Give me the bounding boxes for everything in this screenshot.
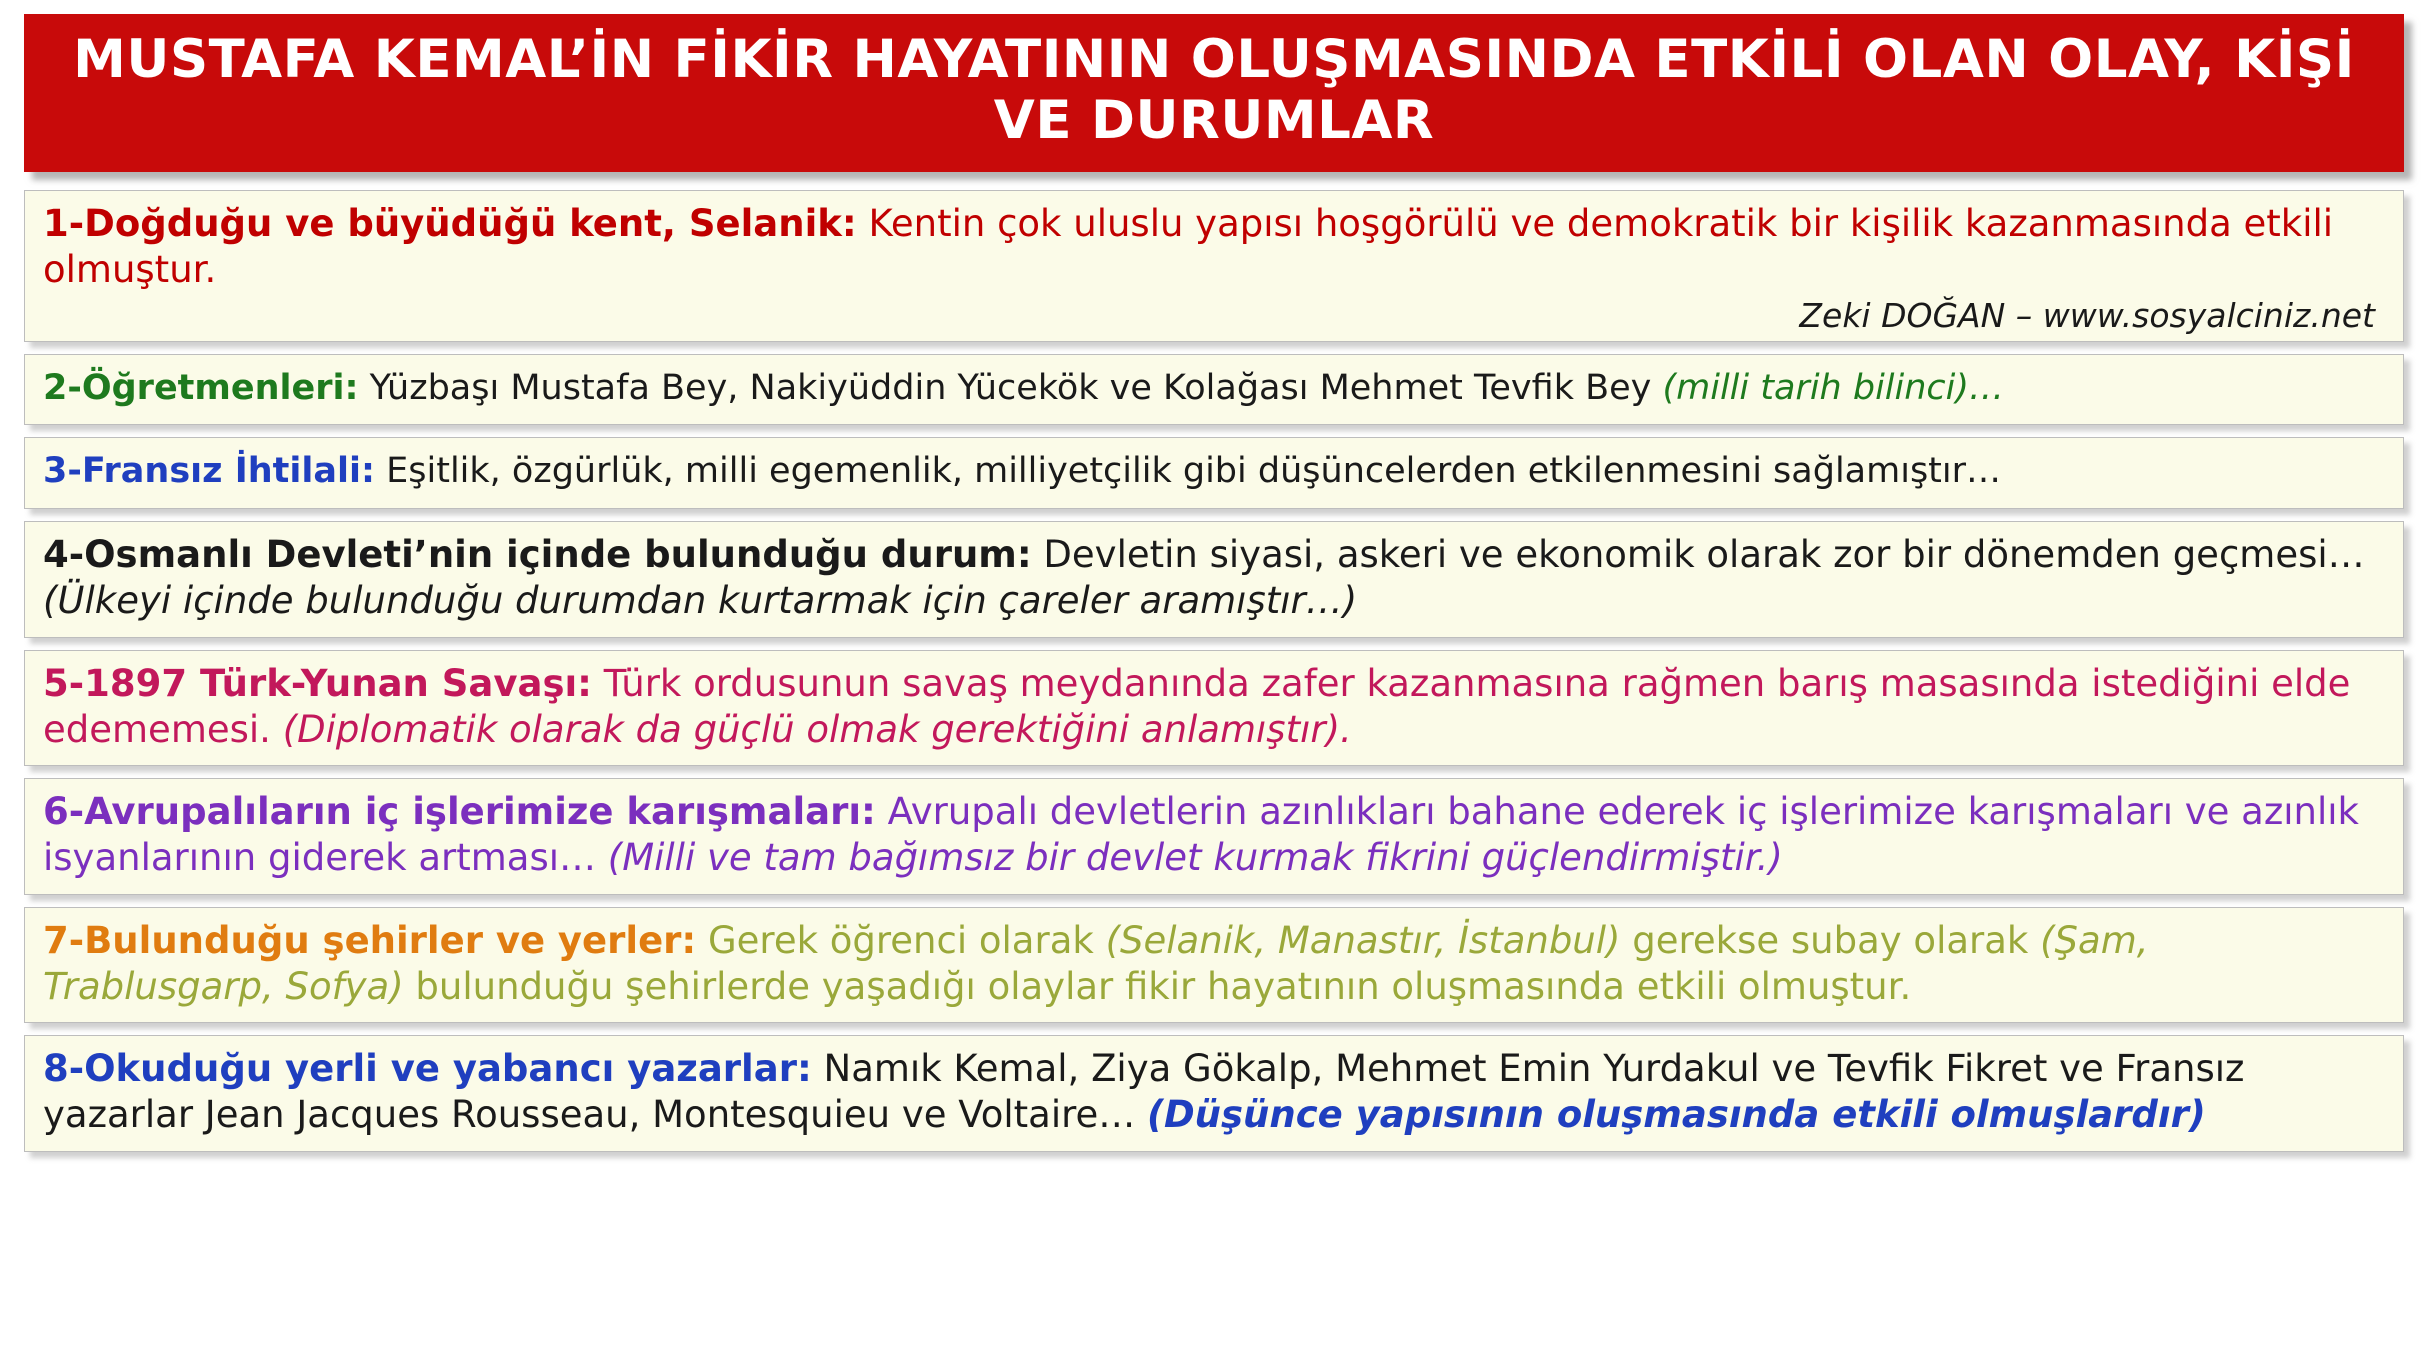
item-7-body-2: gerekse subay olarak	[1632, 918, 2029, 962]
item-5-lead: 5-1897 Türk-Yunan Savaşı:	[43, 661, 592, 705]
item-7-place-2: (Şam, Trablusgarp, Sofya)	[43, 918, 2149, 1008]
list-item	[24, 437, 2404, 509]
item-7-lead: 7-Bulunduğu şehirler ve yerler:	[43, 918, 697, 962]
item-5-body: Türk ordusunun savaş meydanında zafer kazanmasına rağmen barış masasında istediğini elde edememesi.	[43, 661, 2351, 751]
item-2-lead: 2-Öğretmenleri:	[43, 367, 359, 408]
item-8-lead: 8-Okuduğu yerli ve yabancı yazarlar:	[43, 1047, 812, 1091]
item-8-text	[43, 1046, 2387, 1139]
item-3-text	[43, 450, 2387, 494]
item-5-text	[43, 661, 2387, 754]
item-4-body: Devletin siyasi, askeri ve ekonomik olarak zor bir dönemden geçmesi…	[1043, 533, 2365, 577]
list-item	[24, 650, 2404, 767]
item-5-note: (Diplomatik olarak da güçlü olmak gerektiğini anlamıştır).	[282, 707, 1352, 751]
list-item	[24, 521, 2404, 638]
item-4-note: (Ülkeyi içinde bulunduğu durumdan kurtarmak için çareler aramıştır…)	[43, 579, 1358, 623]
item-1-lead: 1-Doğduğu ve büyüdüğü kent, Selanik:	[43, 201, 857, 245]
list-item	[24, 778, 2404, 895]
item-8-body: Namık Kemal, Ziya Gökalp, Mehmet Emin Yurdakul ve Tevfik Fikret ve Fransız yazarlar Jean Jacques Rousseau, Montesquieu ve Voltaire…	[43, 1047, 2245, 1137]
item-6-note: (Milli ve tam bağımsız bir devlet kurmak fikrini güçlendirmiştir.)	[607, 836, 1783, 880]
item-4-text	[43, 532, 2387, 625]
list-item	[24, 190, 2404, 342]
list-item	[24, 1035, 2404, 1152]
item-6-lead: 6-Avrupalıların iç işlerimize karışmaları:	[43, 790, 876, 834]
author-signature: Zeki DOĞAN – www.sosyalciniz.net	[1799, 296, 2375, 336]
item-6-body: Avrupalı devletlerin azınlıkları bahane ederek iç işlerimize karışmaları ve azınlık isyanlarının giderek artması…	[43, 790, 2359, 880]
item-3-body: Eşitlik, özgürlük, milli egemenlik, milliyetçilik gibi düşüncelerden etkilenmesini sağlamıştır…	[386, 451, 2002, 492]
item-2-note: (milli tarih bilinci)…	[1662, 367, 2005, 408]
item-2-body: Yüzbaşı Mustafa Bey, Nakiyüddin Yücekök ve Kolağası Mehmet Tevfik Bey	[369, 367, 1652, 408]
item-1-body: Kentin çok uluslu yapısı hoşgörülü ve demokratik bir kişilik kazanmasında etkili olmuştur.	[43, 201, 2334, 292]
item-3-lead: 3-Fransız İhtilali:	[43, 451, 376, 492]
page-title: MUSTAFA KEMAL’İN FİKİR HAYATININ OLUŞMASINDA ETKİLİ OLAN OLAY, KİŞİ VE DURUMLAR	[24, 14, 2404, 172]
item-2-text	[43, 367, 2387, 411]
list-item	[24, 907, 2404, 1024]
item-7-place-1: (Selanik, Manastır, İstanbul)	[1105, 918, 1621, 962]
item-8-note: (Düşünce yapısının oluşmasında etkili olmuşlardır)	[1147, 1093, 2206, 1137]
item-1-text	[43, 201, 2387, 294]
item-6-text	[43, 789, 2387, 882]
item-4-lead: 4-Osmanlı Devleti’nin içinde bulunduğu durum:	[43, 533, 1032, 577]
item-7-body-3: bulunduğu şehirlerde yaşadığı olaylar fikir hayatının oluşmasında etkili olmuştur.	[415, 964, 1912, 1008]
item-7-body-1: Gerek öğrenci olarak	[707, 918, 1094, 962]
item-7-text	[43, 918, 2387, 1011]
list-item	[24, 354, 2404, 426]
